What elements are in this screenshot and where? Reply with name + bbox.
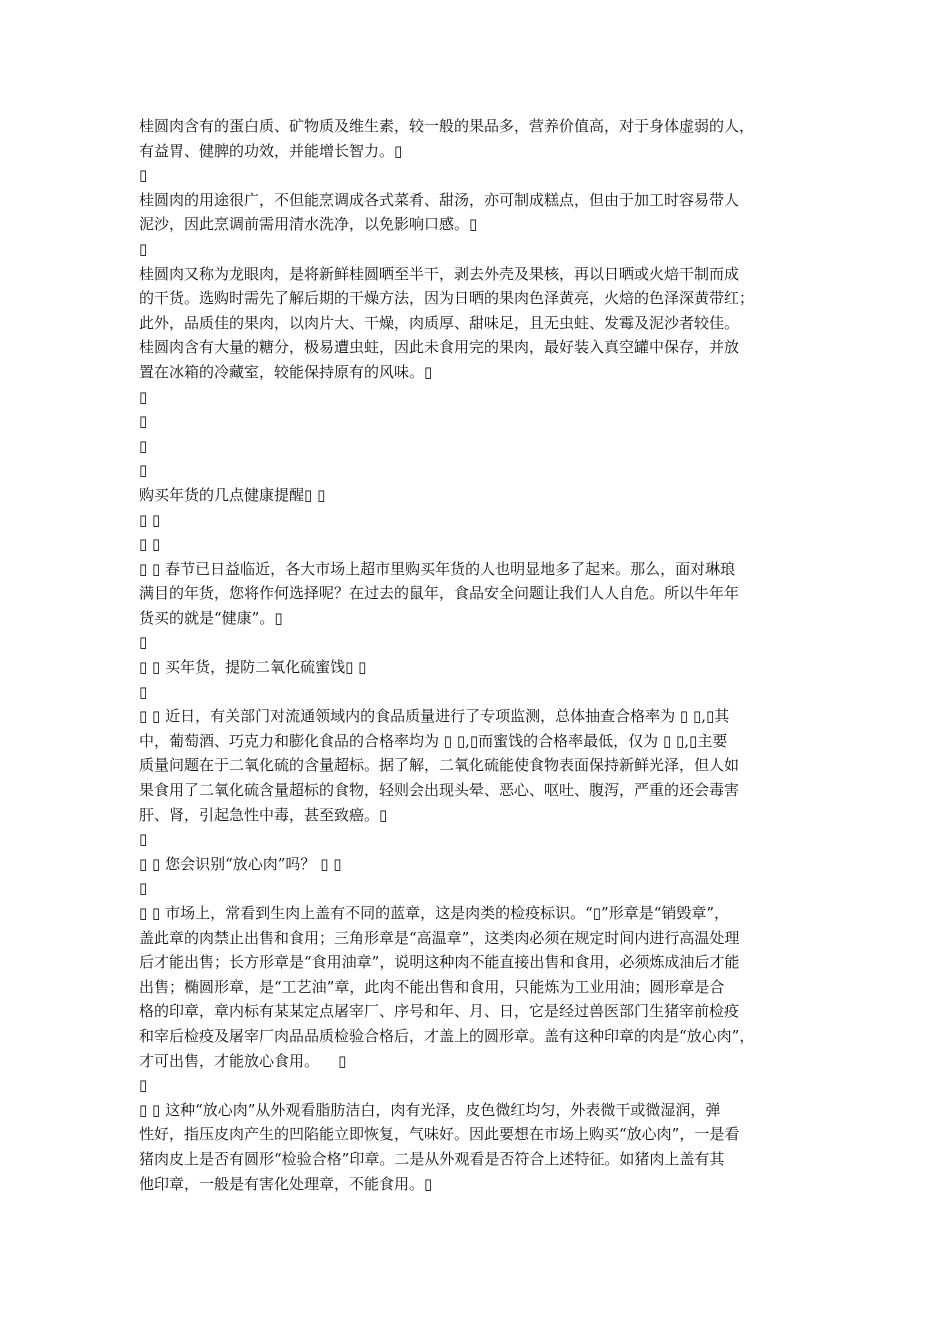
placeholder-glyph: ▯ (358, 658, 367, 677)
placeholder-glyph: ▯ (152, 535, 161, 554)
placeholder-glyph: ▯ (333, 854, 342, 873)
paragraph-line: 桂圆肉又称为龙眼肉，是将新鲜桂圆晒至半干，剥去外壳及果核，再以日晒或火焙干制而成 (139, 264, 740, 283)
placeholder-glyph: ▯ (320, 854, 329, 873)
paragraph-line: 此外，品质佳的果肉，以肉片大、干燥，肉质厚、甜味足，且无虫蛀、发霉及泥沙者较佳。 (139, 313, 740, 332)
placeholder-glyph: ▯ (139, 412, 148, 431)
empty-line (139, 458, 815, 483)
empty-line (139, 876, 815, 901)
paragraph-line: ▯ ▯ 春节已日益临近，各大市场上超市里购买年货的人也明显地多了起来。那么，面对琳琅 (139, 559, 736, 578)
placeholder-glyph: ▯ (152, 559, 161, 578)
placeholder-glyph: ▯ (139, 535, 148, 554)
placeholder-glyph: ▯ (424, 362, 433, 381)
empty-line (139, 237, 815, 262)
placeholder-glyph: ▯ (689, 731, 698, 750)
section-heading: ▯ ▯ 您会识别“放心肉”吗？ ▯ ▯ (139, 854, 342, 873)
placeholder-glyph: ▯ (338, 1051, 347, 1070)
paragraph-line: 肝、肾，引起急性中毒，甚至致癌。▯ (139, 805, 388, 824)
paragraph-line: 果食用了二氧化硫含量超标的食物，轻则会出现头晕、恶心、呕吐、腹泻，严重的还会毒害 (139, 781, 740, 800)
empty-line (139, 434, 815, 459)
placeholder-glyph: ▯ (443, 731, 453, 750)
placeholder-glyph: ▯ (592, 904, 602, 922)
section-heading: 购买年货的几点健康提醒▯ ▯ (139, 485, 326, 504)
placeholder-glyph: ▯ (345, 658, 354, 677)
empty-line (139, 409, 815, 434)
placeholder-glyph: ▯ (139, 166, 148, 185)
paragraph-line: 的干货。选购时需先了解后期的干燥方法，因为日晒的果肉色泽黄亮，火焙的色泽深黄带红； (139, 289, 755, 308)
empty-line (139, 630, 815, 655)
paragraph-line: 满目的年货，您将作何选择呢？在过去的鼠年，食品安全问题让我们人人自危。所以牛年年 (139, 584, 740, 603)
placeholder-glyph: ▯ (304, 485, 313, 504)
placeholder-glyph: ▯ (705, 707, 715, 726)
placeholder-glyph: ▯ (274, 608, 283, 627)
placeholder-glyph: ▯ (469, 215, 478, 234)
placeholder-glyph: ▯ (139, 461, 148, 480)
placeholder-glyph: ▯ (139, 510, 148, 529)
placeholder-glyph: ▯ (139, 559, 148, 578)
paragraph-line: 格的印章，章内标有某某定点屠宰厂、序号和年、月、日，它是经过兽医部门生猪宰前检疫 (139, 1002, 740, 1021)
empty-line (139, 1073, 815, 1098)
placeholder-glyph: ▯ (424, 1174, 433, 1193)
placeholder-glyph: ▯ (456, 731, 466, 750)
paragraph-line: 中，葡萄酒、巧克力和膨化食品的合格率均为 ▯ ▯,▯而蜜饯的合格率最低，仅为 ▯ ▯,▯主要 (139, 731, 728, 750)
paragraph-line: 桂圆肉含有大量的糖分，极易遭虫蛀，因此未食用完的果肉，最好装入真空罐中保存，并放 (139, 338, 740, 357)
paragraph-line: 质量问题在于二氧化硫的含量超标。据了解，二氧化硫能使食物表面保持新鲜光泽，但人如 (139, 756, 740, 775)
paragraph-line: 后才能出售；长方形章是“食用油章”，说明这种肉不能直接出售和食用，必须炼成油后才能 (139, 953, 740, 972)
paragraph-line: ▯ ▯ 这种“放心肉”从外观看脂肪洁白，肉有光泽，皮色微红均匀，外表微干或微湿润，弹 (139, 1100, 721, 1119)
paragraph-line: 桂圆肉的用途很广，不但能烹调成各式菜肴、甜汤，亦可制成糕点，但由于加工时容易带人 (139, 190, 740, 209)
placeholder-glyph: ▯ (152, 1100, 161, 1119)
placeholder-glyph: ▯ (692, 707, 702, 726)
placeholder-glyph: ▯ (139, 1100, 148, 1119)
placeholder-glyph: ▯ (139, 633, 148, 652)
empty-line (139, 163, 815, 188)
empty-line (139, 680, 815, 705)
paragraph-line: 他印章，一般是有害化处理章，不能食用。▯ (139, 1174, 433, 1193)
paragraph-line: 性好，指压皮肉产生的凹陷能立即恢复，气味好。因此要想在市场上购买“放心肉”，一是看 (139, 1125, 740, 1144)
paragraph-line: 有益胃、健脾的功效，并能增长智力。▯ (139, 141, 403, 160)
placeholder-glyph: ▯ (139, 682, 148, 701)
placeholder-glyph: ▯ (662, 731, 672, 750)
placeholder-glyph: ▯ (139, 1076, 148, 1095)
placeholder-glyph: ▯ (152, 510, 161, 529)
empty-line (139, 827, 815, 852)
placeholder-glyph: ▯ (139, 879, 148, 898)
placeholder-glyph: ▯ (152, 904, 161, 922)
placeholder-glyph: ▯ (139, 436, 148, 455)
paragraph-line: 才可出售，才能放心食用。 ▯ (139, 1051, 347, 1070)
placeholder-glyph: ▯ (394, 141, 403, 160)
paragraph-line: 猪肉皮上是否有圆形“检验合格”印章。二是从外观看是否符合上述特征。如猪肉上盖有其 (139, 1149, 725, 1168)
placeholder-glyph: ▯ (469, 731, 479, 750)
paragraph-line: 出售；椭圆形章，是“工艺油”章，此肉不能出售和食用，只能炼为工业用油；圆形章是合 (139, 977, 725, 996)
placeholder-glyph: ▯ (139, 707, 148, 726)
empty-line (139, 532, 815, 557)
empty-line (139, 508, 815, 533)
paragraph-line: 盖此章的肉禁止出售和食用；三角形章是“高温章”，这类肉必须在规定时间内进行高温处理 (139, 928, 740, 947)
paragraph-line: 泥沙，因此烹调前需用清水洗净，以免影响口感。▯ (139, 215, 478, 234)
paragraph-line: 桂圆肉含有的蛋白质、矿物质及维生素，较一般的果品多，营养价值高，对于身体虚弱的人， (139, 117, 755, 135)
empty-line (139, 385, 815, 410)
paragraph-line: ▯ ▯ 近日，有关部门对流通领域内的食品质量进行了专项监测，总体抽查合格率为 ▯ ▯,▯其 (139, 707, 730, 726)
placeholder-glyph: ▯ (679, 707, 689, 726)
placeholder-glyph: ▯ (152, 658, 161, 677)
document-body (139, 114, 815, 1196)
placeholder-glyph: ▯ (139, 830, 148, 849)
paragraph-line: 货买的就是“健康”。▯ (139, 608, 283, 627)
placeholder-glyph: ▯ (139, 658, 148, 677)
placeholder-glyph: ▯ (152, 707, 161, 726)
placeholder-glyph: ▯ (139, 854, 148, 873)
placeholder-glyph: ▯ (379, 805, 388, 824)
placeholder-glyph: ▯ (317, 485, 326, 504)
placeholder-glyph: ▯ (676, 731, 685, 750)
section-heading: ▯ ▯ 买年货，提防二氧化硫蜜饯▯ ▯ (139, 658, 367, 677)
placeholder-glyph: ▯ (139, 387, 148, 406)
placeholder-glyph: ▯ (139, 904, 148, 922)
paragraph-line: 置在冰箱的冷藏室，较能保持原有的风味。▯ (139, 362, 433, 381)
placeholder-glyph: ▯ (152, 854, 161, 873)
paragraph-line: 和宰后检疫及屠宰厂肉品品质检验合格后，才盖上的圆形章。盖有这种印章的肉是“放心肉”， (139, 1026, 755, 1045)
paragraph-line: ▯ ▯ 市场上，常看到生肉上盖有不同的蓝章，这是肉类的检疫标识。“▯”形章是“销毁章”， (139, 904, 730, 922)
placeholder-glyph: ▯ (139, 239, 148, 258)
